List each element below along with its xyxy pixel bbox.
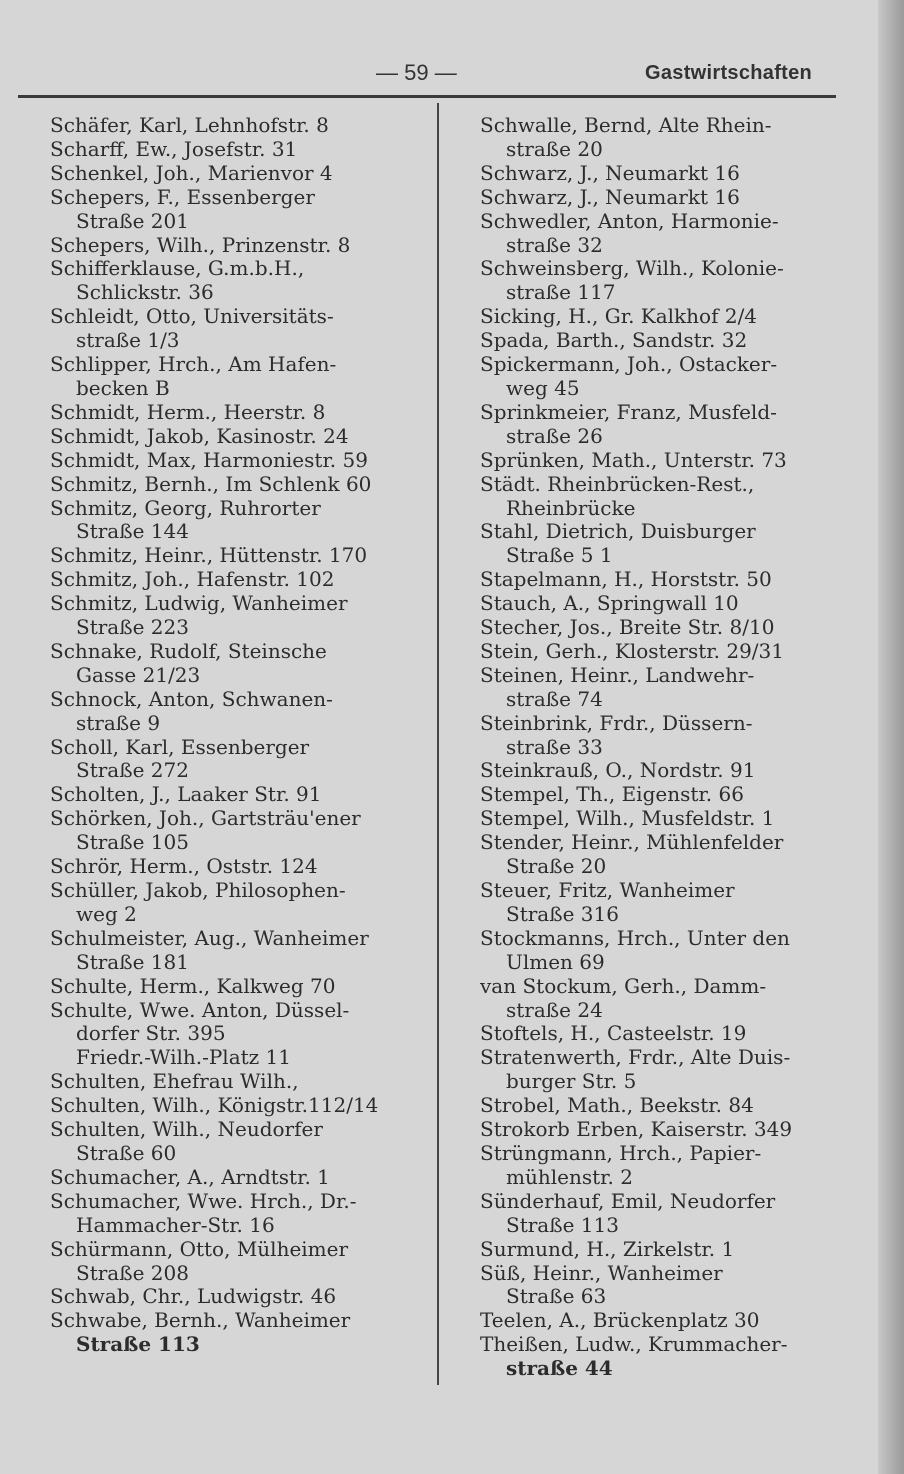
entry-address-line: burger Str. 5: [506, 1069, 637, 1094]
directory-entry: [480, 975, 852, 1023]
directory-entry: [50, 1285, 430, 1309]
entry-address-line: straße 24: [506, 997, 603, 1022]
entry-address-line: straße 74: [506, 686, 603, 711]
entry-name-line: Schulten, Wilh., Neudorfer: [50, 1117, 323, 1142]
entry-name-line: Friedr.-Wilh.-Platz 11: [76, 1045, 292, 1070]
directory-entry: [50, 736, 430, 784]
entry-name-line: Sicking, H., Gr. Kalkhof 2/4: [480, 304, 758, 329]
directory-entry: [480, 568, 852, 592]
directory-entry: [480, 640, 852, 664]
directory-entry: [50, 879, 430, 927]
entry-address-line: Straße 63: [506, 1284, 607, 1309]
directory-entry: [480, 1118, 852, 1142]
entry-name-line: Schwedler, Anton, Harmonie-: [480, 208, 779, 233]
entry-name-line: Schmitz, Ludwig, Wanheimer: [50, 591, 348, 616]
directory-entry: [50, 186, 430, 234]
entry-address-line: weg 45: [506, 375, 580, 400]
directory-entry: [480, 1262, 852, 1310]
entry-address-line: Straße 316: [506, 901, 619, 926]
entry-address-line: straße 33: [506, 734, 603, 759]
entry-name-line: Schmidt, Max, Harmoniestr. 59: [50, 447, 368, 472]
entry-name-line: Steinen, Heinr., Landwehr-: [480, 662, 755, 687]
entry-name-line: Schnake, Rudolf, Steinsche: [50, 638, 327, 663]
directory-entry: [50, 927, 430, 975]
entry-address-line: Straße 181: [76, 949, 189, 974]
entry-name-line: Schmitz, Bernh., Im Schlenk 60: [50, 471, 372, 496]
entry-name-line: Schumacher, A., Arndtstr. 1: [50, 1164, 330, 1189]
entry-name-line: Schäfer, Karl, Lehnhofstr. 8: [50, 113, 329, 137]
entry-name-line: Schumacher, Wwe. Hrch., Dr.-: [50, 1188, 357, 1213]
directory-entry: [480, 831, 852, 879]
entry-address-line: straße 44: [506, 1356, 613, 1381]
entry-name-line: Schweinsberg, Wilh., Kolonie-: [480, 256, 784, 281]
directory-entry: [480, 759, 852, 783]
directory-entry: [50, 688, 430, 736]
entry-name-line: Schmitz, Heinr., Hüttenstr. 170: [50, 543, 368, 568]
entry-address-line: Straße 105: [76, 830, 189, 855]
entry-address-line: Straße 113: [506, 1212, 619, 1237]
directory-entry: [50, 1166, 430, 1190]
entry-name-line: Stecher, Jos., Breite Str. 8/10: [480, 615, 775, 640]
directory-entry: [480, 305, 852, 329]
entry-address-line: Straße 20: [506, 854, 607, 879]
directory-entry: [480, 664, 852, 712]
entry-name-line: Stauch, A., Springwall 10: [480, 591, 739, 616]
directory-entry: [480, 353, 852, 401]
entry-name-line: Schmidt, Herm., Heerstr. 8: [50, 399, 326, 424]
directory-entry: [480, 186, 852, 210]
entry-name-line: Strobel, Math., Beekstr. 84: [480, 1093, 754, 1118]
entry-name-line: Schwarz, J., Neumarkt 16: [480, 184, 740, 209]
directory-entry: [50, 473, 430, 497]
entry-address-line: mühlenstr. 2: [506, 1164, 633, 1189]
directory-entry: [50, 975, 430, 999]
entry-address-line: straße 117: [506, 280, 616, 305]
entry-address-line: becken B: [76, 375, 170, 400]
entry-address-line: Straße 272: [76, 758, 189, 783]
directory-entry: [480, 257, 852, 305]
entry-name-line: Schenkel, Joh., Marienvor 4: [50, 160, 333, 185]
directory-entry: [50, 640, 430, 688]
directory-entry: [480, 1046, 852, 1094]
directory-entry: [480, 1333, 852, 1381]
directory-entry: [50, 138, 430, 162]
directory-entry: [50, 234, 430, 258]
entry-name-line: Steuer, Fritz, Wanheimer: [480, 878, 735, 902]
entry-name-line: Stahl, Dietrich, Duisburger: [480, 519, 756, 544]
entry-name-line: Schulte, Wwe. Anton, Düssel-: [50, 997, 350, 1022]
directory-entry: [50, 568, 430, 592]
entry-name-line: van Stockum, Gerh., Damm-: [480, 973, 767, 998]
entry-address-line: Schlickstr. 36: [76, 280, 214, 305]
entry-name-line: Schürmann, Otto, Mülheimer: [50, 1236, 349, 1261]
directory-entry: [50, 1309, 430, 1357]
entry-name-line: Stoftels, H., Casteelstr. 19: [480, 1021, 747, 1046]
directory-entry: [50, 783, 430, 807]
directory-entry: [480, 1094, 852, 1118]
entry-address-line: straße 32: [506, 232, 603, 257]
directory-entry: [480, 473, 852, 521]
entry-name-line: Sprünken, Math., Unterstr. 73: [480, 447, 787, 472]
entry-address-line: straße 9: [76, 710, 161, 735]
directory-entry: [50, 497, 430, 545]
right-column: [480, 114, 852, 1381]
page-edge-shadow: [878, 0, 904, 1474]
entry-name-line: Schulmeister, Aug., Wanheimer: [50, 925, 369, 950]
directory-entry: [480, 1190, 852, 1238]
entry-name-line: Schmidt, Jakob, Kasinostr. 24: [50, 423, 349, 448]
entry-address-line: Straße 113: [76, 1332, 200, 1357]
directory-entry: [480, 1238, 852, 1262]
directory-entry: [480, 879, 852, 927]
directory-entry: [50, 999, 430, 1047]
page-header: [0, 58, 904, 94]
entry-name-line: Stein, Gerh., Klosterstr. 29/31: [480, 638, 784, 663]
entry-name-line: Städt. Rheinbrücken-Rest.,: [480, 471, 755, 496]
directory-entry: [480, 162, 852, 186]
entry-name-line: Schepers, F., Essenberger: [50, 184, 315, 209]
directory-entry: [480, 807, 852, 831]
directory-entry: [480, 712, 852, 760]
entry-address-line: Straße 144: [76, 519, 189, 544]
directory-entry: [480, 1142, 852, 1190]
directory-entry: [480, 1309, 852, 1333]
entry-name-line: Schulten, Ehefrau Wilh.,: [50, 1069, 299, 1094]
directory-entry: [50, 544, 430, 568]
entry-name-line: Schulten, Wilh., Königstr.112/14: [50, 1093, 379, 1118]
entry-name-line: Strüngmann, Hrch., Papier-: [480, 1140, 762, 1165]
entry-name-line: Steinbrink, Frdr., Düssern-: [480, 710, 753, 735]
directory-entry: [480, 616, 852, 640]
entry-name-line: Schwarz, J., Neumarkt 16: [480, 160, 740, 185]
entry-address-line: Straße 223: [76, 615, 189, 640]
entry-name-line: Strokorb Erben, Kaiserstr. 349: [480, 1117, 793, 1142]
entry-address-line: Straße 60: [76, 1140, 177, 1165]
directory-entry: [50, 807, 430, 855]
directory-entry: [480, 114, 852, 162]
directory-entry: [50, 1238, 430, 1286]
entry-name-line: Stempel, Wilh., Musfeldstr. 1: [480, 806, 775, 831]
entry-name-line: Surmund, H., Zirkelstr. 1: [480, 1236, 735, 1261]
entry-address-line: straße 26: [506, 423, 603, 448]
header-rule: [18, 95, 836, 98]
entry-address-line: Ulmen 69: [506, 949, 605, 974]
entry-name-line: Schulte, Herm., Kalkweg 70: [50, 973, 336, 998]
directory-entry: [480, 401, 852, 449]
directory-entry: [50, 449, 430, 473]
directory-entry: [480, 520, 852, 568]
entry-address-line: straße 1/3: [76, 328, 180, 353]
directory-entry: [50, 1118, 430, 1166]
entry-name-line: Schwabe, Bernh., Wanheimer: [50, 1308, 351, 1333]
entry-address-line: Gasse 21/23: [76, 662, 201, 687]
entry-address-line: straße 20: [506, 136, 603, 161]
entry-address-line: Rheinbrücke: [506, 495, 636, 520]
entry-name-line: Schepers, Wilh., Prinzenstr. 8: [50, 232, 351, 257]
entry-name-line: Schwalle, Bernd, Alte Rhein-: [480, 113, 772, 137]
directory-entry: [50, 162, 430, 186]
entry-name-line: Sünderhauf, Emil, Neudorfer: [480, 1188, 776, 1213]
directory-entry: [50, 855, 430, 879]
entry-name-line: Schmitz, Joh., Hafenstr. 102: [50, 567, 335, 592]
directory-entry: [480, 592, 852, 616]
directory-entry: [50, 1190, 430, 1238]
entry-name-line: Schlipper, Hrch., Am Hafen-: [50, 352, 337, 377]
page-number: — 59 —: [376, 60, 457, 85]
left-column: [50, 114, 430, 1357]
directory-entry: [50, 1094, 430, 1118]
entry-name-line: Scharff, Ew., Josefstr. 31: [50, 136, 298, 161]
column-divider: [437, 103, 439, 1385]
section-title: Gastwirtschaften: [645, 62, 813, 84]
entry-name-line: Süß, Heinr., Wanheimer: [480, 1260, 723, 1285]
directory-entry: [50, 1070, 430, 1094]
entry-name-line: Theißen, Ludw., Krummacher-: [480, 1332, 788, 1357]
entry-address-line: Straße 208: [76, 1260, 189, 1285]
entry-name-line: Schüller, Jakob, Philosophen-: [50, 878, 346, 902]
entry-address-line: weg 2: [76, 901, 137, 926]
entry-name-line: Stockmanns, Hrch., Unter den: [480, 925, 790, 950]
entry-name-line: Teelen, A., Brückenplatz 30: [480, 1308, 760, 1333]
directory-entry: [480, 210, 852, 258]
directory-entry: [50, 1046, 430, 1070]
entry-address-line: dorfer Str. 395: [76, 1021, 226, 1046]
entry-name-line: Stratenwerth, Frdr., Alte Duis-: [480, 1045, 791, 1070]
entry-name-line: Scholl, Karl, Essenberger: [50, 734, 310, 759]
entry-address-line: Hammacher-Str. 16: [76, 1212, 275, 1237]
entry-name-line: Spickermann, Joh., Ostacker-: [480, 352, 778, 377]
directory-entry: [50, 114, 430, 138]
entry-name-line: Schifferklause, G.m.b.H.,: [50, 256, 305, 281]
directory-entry: [480, 927, 852, 975]
entry-name-line: Schörken, Joh., Gartsträu'ener: [50, 806, 361, 831]
directory-entry: [480, 783, 852, 807]
entry-name-line: Stender, Heinr., Mühlenfelder: [480, 830, 784, 855]
entry-name-line: Schwab, Chr., Ludwigstr. 46: [50, 1284, 337, 1309]
entry-address-line: Straße 201: [76, 208, 189, 233]
entry-address-line: Straße 5 1: [506, 543, 613, 568]
directory-entry: [50, 353, 430, 401]
directory-entry: [480, 449, 852, 473]
directory-entry: [480, 1022, 852, 1046]
directory-entry: [50, 592, 430, 640]
directory-entry: [50, 257, 430, 305]
entry-name-line: Schrör, Herm., Oststr. 124: [50, 854, 318, 879]
entry-name-line: Stapelmann, H., Horststr. 50: [480, 567, 772, 592]
entry-name-line: Spada, Barth., Sandstr. 32: [480, 328, 748, 353]
directory-entry: [50, 401, 430, 425]
entry-name-line: Schnock, Anton, Schwanen-: [50, 686, 333, 711]
entry-name-line: Schmitz, Georg, Ruhrorter: [50, 495, 321, 520]
entry-name-line: Scholten, J., Laaker Str. 91: [50, 782, 322, 807]
directory-entry: [50, 425, 430, 449]
entry-name-line: Stempel, Th., Eigenstr. 66: [480, 782, 744, 807]
entry-name-line: Schleidt, Otto, Universitäts-: [50, 304, 334, 329]
directory-entry: [480, 329, 852, 353]
entry-name-line: Sprinkmeier, Franz, Musfeld-: [480, 399, 777, 424]
directory-entry: [50, 305, 430, 353]
entry-name-line: Steinkrauß, O., Nordstr. 91: [480, 758, 756, 783]
